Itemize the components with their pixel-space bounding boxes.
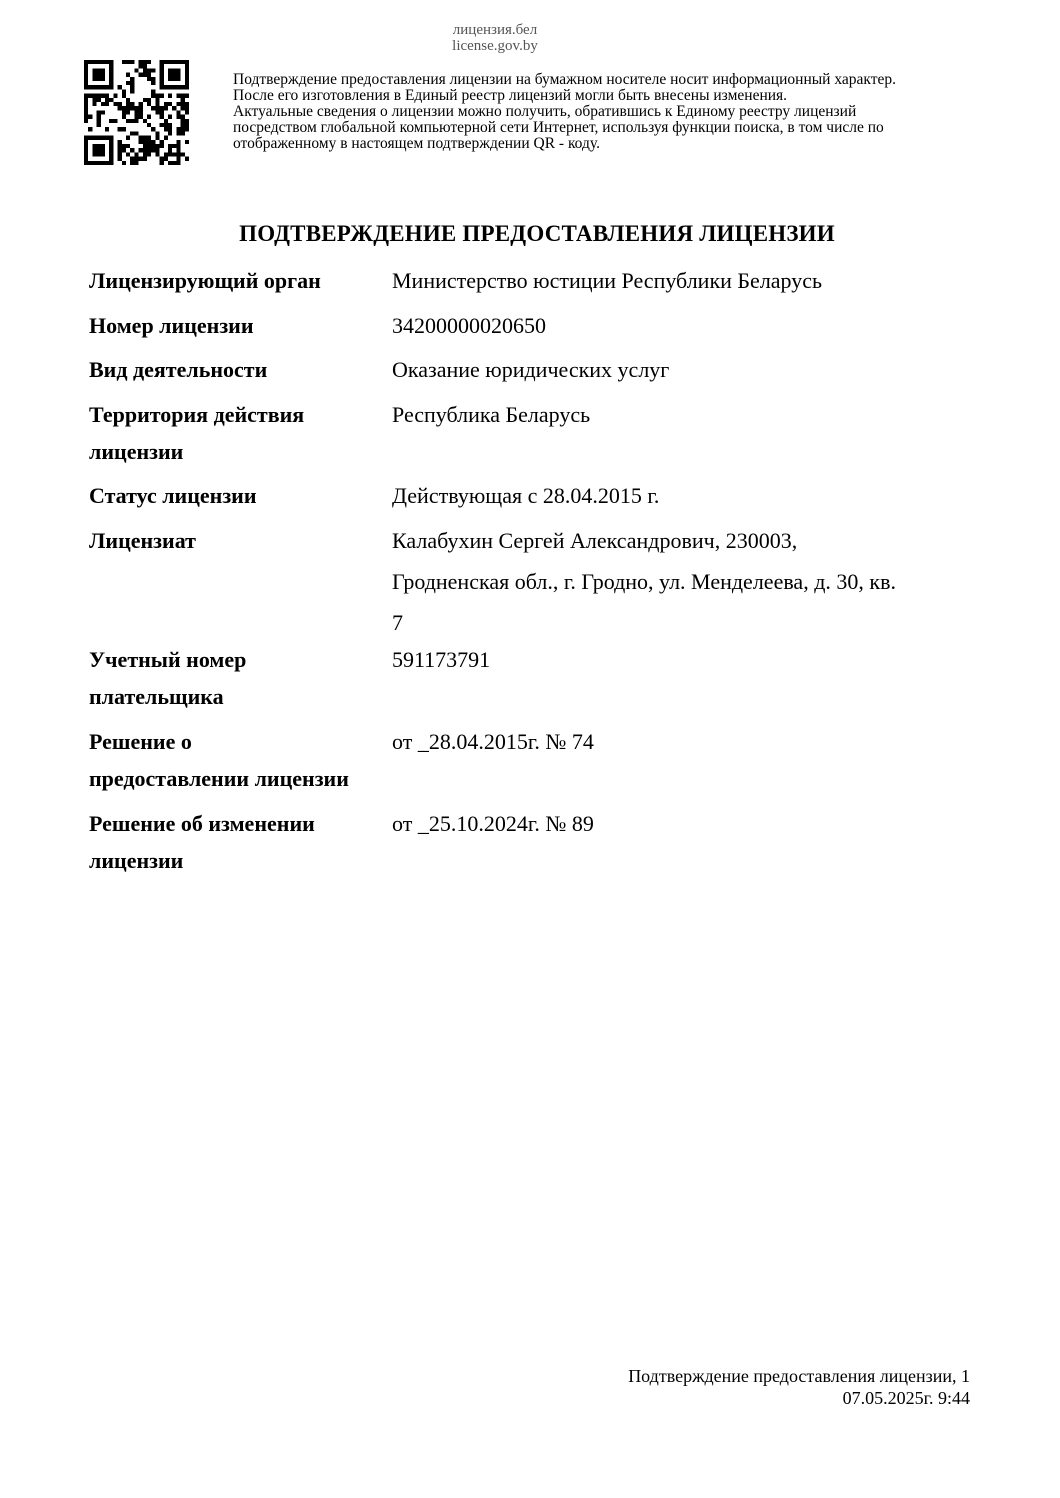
taxpayer-number-value [392, 639, 992, 680]
license-number-label [89, 307, 389, 344]
value-line: Министерство юстиции Республики Беларусь [392, 268, 823, 293]
value-line: Республика Беларусь [392, 402, 591, 427]
value-line: от _25.10.2024г. № 89 [392, 811, 594, 836]
site-domain-gov[interactable]: license.gov.by [452, 38, 538, 54]
page-caption: Подтверждение предоставления лицензии, 1 [628, 1366, 970, 1386]
value-line: 591173791 [392, 647, 491, 672]
value-line: 7 [392, 610, 403, 635]
territory-label [89, 396, 389, 470]
qr-code-icon [84, 60, 189, 165]
licensing-authority-value [392, 260, 992, 301]
label-line: предоставлении лицензии [89, 766, 349, 791]
grant-decision-value [392, 721, 992, 762]
activity-type-value [392, 349, 992, 390]
label-line: Территория действия [89, 402, 305, 427]
label-line: лицензии [89, 439, 184, 464]
label-line: лицензии [89, 848, 184, 873]
disclaimer-text [233, 72, 1013, 152]
label-line: Лицензиат [89, 528, 196, 553]
label-line: Вид деятельности [89, 357, 268, 382]
label-line: Решение об изменении [89, 811, 315, 836]
label-line: плательщика [89, 684, 224, 709]
disclaimer-line: посредством глобальной компьютерной сети Интернет, используя функции поиска, в том числе по [233, 119, 884, 136]
value-line: Гродненская обл., г. Гродно, ул. Менделеева, д. 30, кв. [392, 569, 896, 594]
document-title: ПОДТВЕРЖДЕНИЕ ПРЕДОСТАВЛЕНИЯ ЛИЦЕНЗИИ [239, 221, 835, 246]
label-line: Учетный номер [89, 647, 247, 672]
territory-value [392, 394, 992, 435]
site-domain-by[interactable]: лицензия.бел [452, 22, 538, 38]
licensing-authority-label [89, 262, 389, 299]
change-decision-value [392, 803, 992, 844]
label-line: Лицензирующий орган [89, 268, 321, 293]
license-number-value [392, 305, 992, 346]
grant-decision-label [89, 723, 389, 797]
site-links [0, 22, 990, 54]
value-line: от _28.04.2015г. № 74 [392, 729, 594, 754]
licensee-value [392, 520, 992, 643]
disclaimer-line: отображенному в настоящем подтверждении QR - коду. [233, 135, 600, 152]
taxpayer-number-label [89, 641, 389, 715]
label-line: Номер лицензии [89, 313, 254, 338]
disclaimer-line: Подтверждение предоставления лицензии на бумажном носителе носит информационный характер. [233, 71, 896, 88]
value-line: Калабухин Сергей Александрович, 230003, [392, 528, 798, 553]
page-footer [628, 1365, 970, 1409]
generated-timestamp: 07.05.2025г. 9:44 [842, 1388, 970, 1408]
disclaimer-line: После его изготовления в Единый реестр лицензий могли быть внесены изменения. [233, 87, 788, 104]
value-line: 34200000020650 [392, 313, 546, 338]
value-line: Оказание юридических услуг [392, 357, 670, 382]
value-line: Действующая с 28.04.2015 г. [392, 483, 660, 508]
license-status-label [89, 477, 389, 514]
change-decision-label [89, 805, 389, 879]
label-line: Решение о [89, 729, 192, 754]
label-line: Статус лицензии [89, 483, 257, 508]
license-status-value [392, 475, 992, 516]
disclaimer-line: Актуальные сведения о лицензии можно получить, обратившись к Единому реестру лицензий [233, 103, 857, 120]
licensee-label [89, 522, 389, 559]
activity-type-label [89, 351, 389, 388]
